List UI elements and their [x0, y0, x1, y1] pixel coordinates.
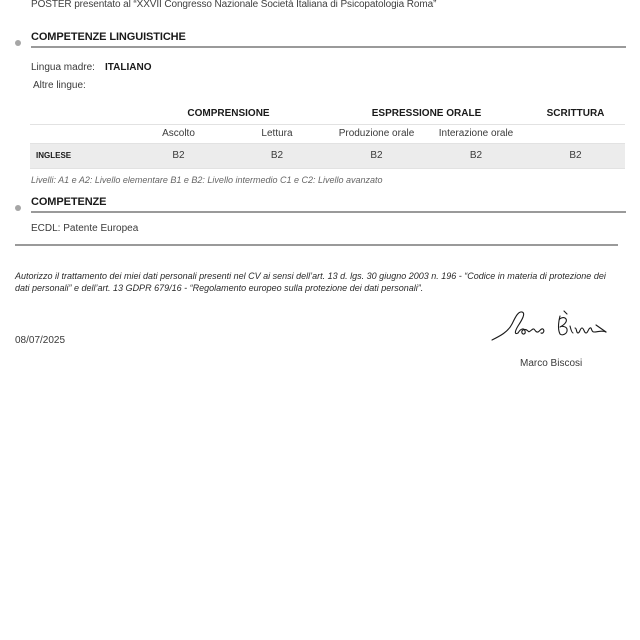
group-header-comprensione: COMPRENSIONE [130, 104, 327, 124]
table-sub-header-row [30, 124, 625, 143]
table-row [30, 143, 625, 168]
level-lettura: B2 [227, 143, 327, 168]
table-group-header-row [30, 104, 625, 124]
section-header-linguistic [14, 31, 626, 51]
levels-note: Livelli: A1 e A2: Livello elementare B1 e B2: Livello intermedio C1 e C2: Livello avanzato [31, 175, 383, 185]
section-divider [31, 211, 626, 213]
section-divider [31, 46, 626, 48]
sub-header-ascolto: Ascolto [130, 124, 227, 143]
section-title: COMPETENZE [31, 196, 107, 208]
signature-image [488, 306, 614, 346]
group-header-espressione-orale: ESPRESSIONE ORALE [327, 104, 526, 124]
sub-header-lettura: Lettura [227, 124, 327, 143]
level-produzione-orale: B2 [327, 143, 426, 168]
group-header-scrittura: SCRITTURA [526, 104, 625, 124]
poster-line: POSTER presentato al “XXVII Congresso Nazionale Società Italiana di Psicopatologia Roma” [31, 0, 437, 10]
level-scrittura: B2 [526, 143, 625, 168]
sub-header-scrittura-empty [526, 124, 625, 143]
level-ascolto: B2 [130, 143, 227, 168]
section-header-skills [14, 196, 626, 216]
skill-item: ECDL: Patente Europea [31, 223, 139, 234]
document-date: 08/07/2025 [15, 335, 66, 346]
bullet-icon [15, 40, 21, 46]
sub-header-produzione-orale: Produzione orale [327, 124, 426, 143]
signer-name: Marco Biscosi [520, 358, 583, 369]
language-name: INGLESE [30, 143, 130, 168]
sub-header-interazione-orale: Interazione orale [426, 124, 526, 143]
language-skills-table [30, 104, 625, 169]
other-languages-label: Altre lingue: [33, 80, 86, 91]
mother-tongue-label: Lingua madre: [31, 62, 95, 73]
level-interazione-orale: B2 [426, 143, 526, 168]
section-title: COMPETENZE LINGUISTICHE [31, 31, 186, 43]
group-header-empty [30, 104, 130, 124]
mother-tongue-value: ITALIANO [105, 62, 152, 73]
sub-header-empty [30, 124, 130, 143]
bottom-divider [15, 244, 618, 246]
bullet-icon [15, 205, 21, 211]
privacy-consent-text: Autorizzo il trattamento dei miei dati personali presenti nel CV ai sensi dell’art. 13 d. lgs. 30 giugno 2003 n. 196 - “Codice in materia di protezione dei dati personali” e dell’art. 13 GDPR 679/16 - “Regolamento europeo sulla protezione dei dati personali”. [15, 271, 606, 293]
